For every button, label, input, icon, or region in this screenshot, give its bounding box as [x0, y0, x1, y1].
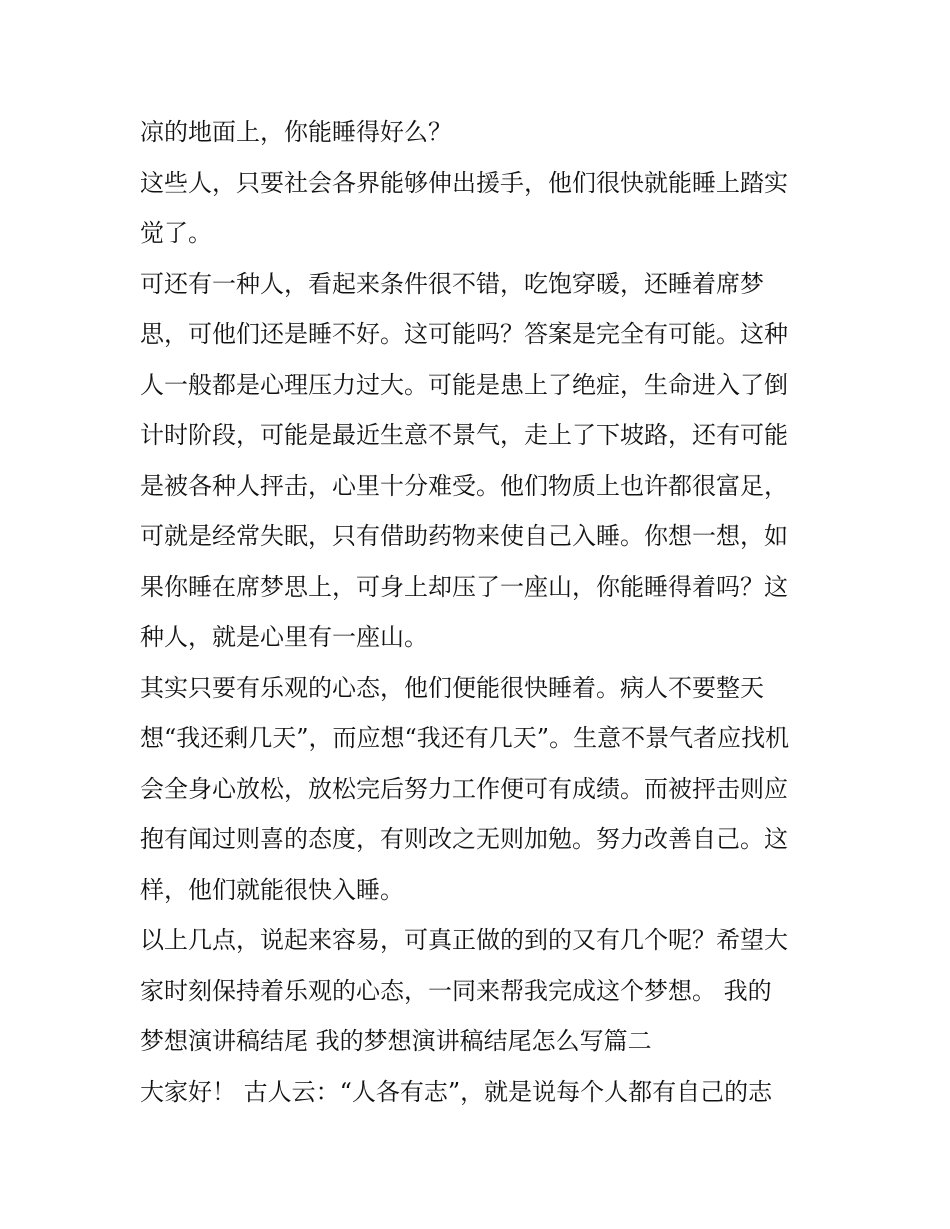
- text-line: 其实只要有乐观的心态，他们便能很快睡着。病人不要整天: [140, 673, 764, 702]
- text-line: 想“我还剩几天”，而应想“我还有几天”。生意不景气者应找机: [140, 724, 790, 752]
- text-line: 觉了。: [140, 219, 212, 247]
- text-line: 梦想演讲稿结尾 我的梦想演讲稿结尾怎么写篇二: [140, 1027, 652, 1055]
- text-line: 抱有闻过则喜的态度，有则改之无则加勉。努力改善自己。这: [140, 825, 788, 853]
- text-line: 是被各种人抨击，心里十分难受。他们物质上也许都很富足，: [140, 471, 788, 500]
- text-line: 计时阶段，可能是最近生意不景气，走上了下坡路，还有可能: [140, 421, 788, 449]
- text-line: 凉的地面上，你能睡得好么？: [140, 118, 452, 146]
- text-line: 样，他们就能很快入睡。: [140, 875, 404, 904]
- text-line: 果你睡在席梦思上，可身上却压了一座山，你能睡得着吗？这: [140, 572, 788, 601]
- text-line: 可还有一种人，看起来条件很不错，吃饱穿暖，还睡着席梦: [140, 269, 764, 298]
- text-line: 会全身心放松，放松完后努力工作便可有成绩。而被抨击则应: [140, 774, 788, 803]
- document-body: [140, 107, 820, 1117]
- text-line: 以上几点，说起来容易，可真正做的到的又有几个呢？希望大: [140, 926, 788, 954]
- text-line: 可就是经常失眠，只有借助药物来使自己入睡。你想一想，如: [140, 522, 788, 550]
- text-line: 思，可他们还是睡不好。这可能吗？答案是完全有可能。这种: [140, 320, 788, 348]
- text-line: 这些人，只要社会各界能够伸出援手，他们很快就能睡上踏实: [140, 168, 788, 197]
- text-line: 家时刻保持着乐观的心态，一同来帮我完成这个梦想。 我的: [140, 976, 772, 1005]
- text-line: 人一般都是心理压力过大。可能是患上了绝症，生命进入了倒: [140, 370, 788, 399]
- text-line: 大家好！ 古人云：“人各有志”，就是说每个人都有自己的志: [140, 1077, 773, 1106]
- text-line: 种人，就是心里有一座山。: [140, 623, 428, 651]
